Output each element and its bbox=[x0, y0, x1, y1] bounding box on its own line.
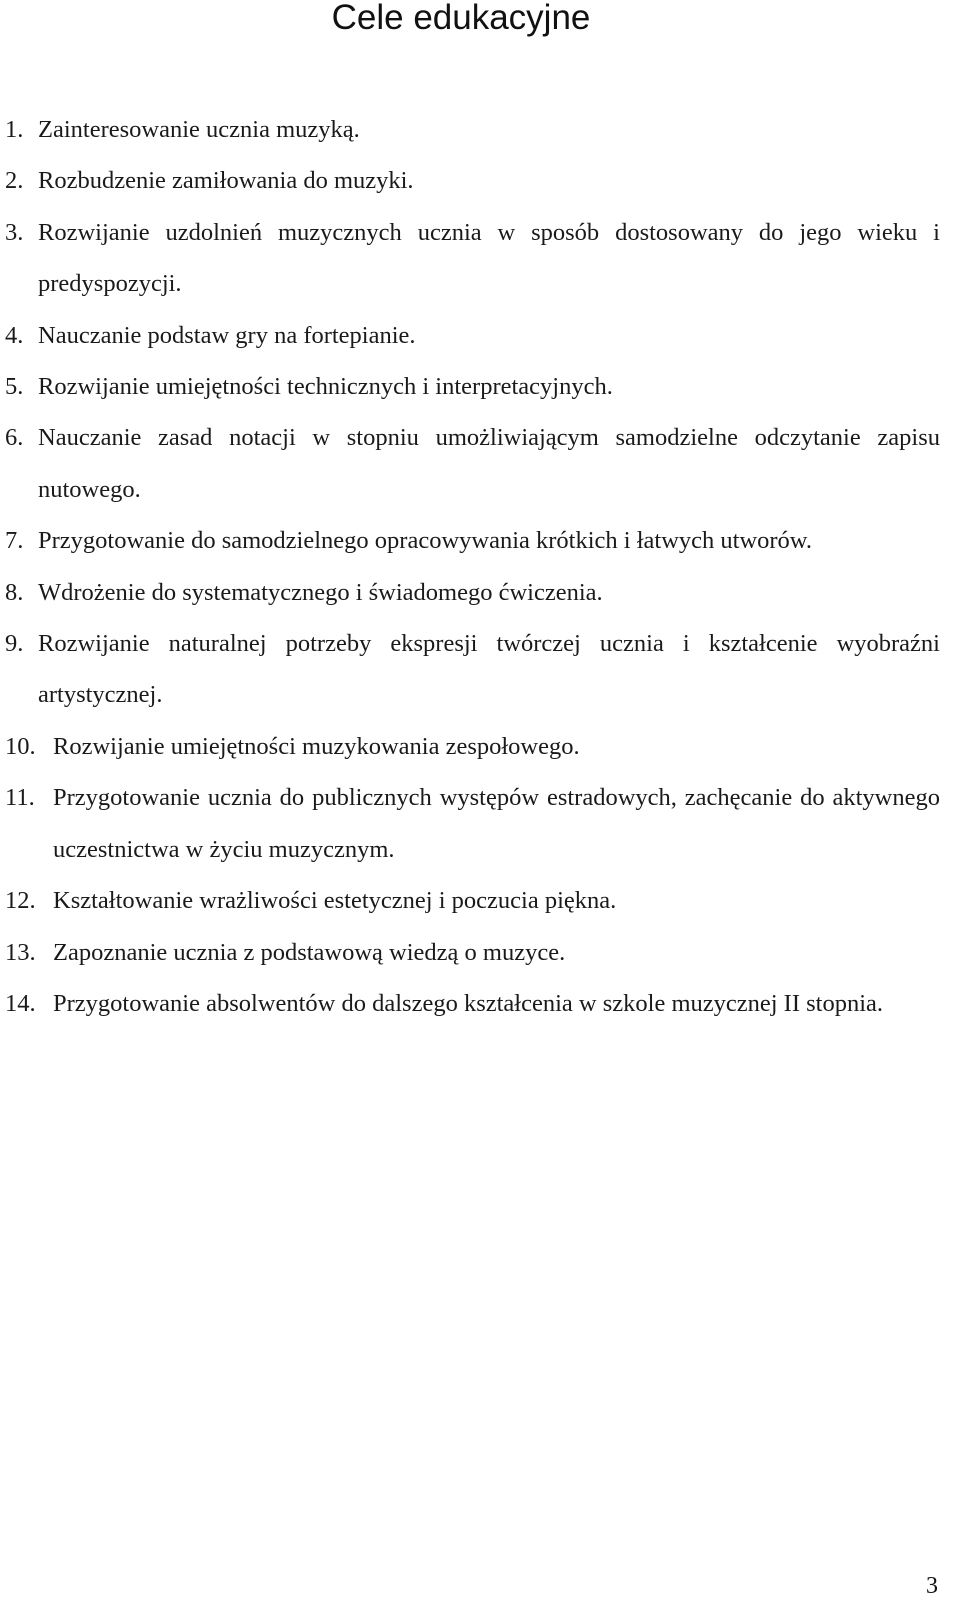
goal-item bbox=[0, 361, 940, 412]
goal-number: 13. bbox=[5, 938, 36, 966]
goal-text: Zainteresowanie ucznia muzyką. bbox=[38, 116, 360, 143]
goals-list bbox=[0, 104, 940, 1029]
goal-item bbox=[0, 155, 940, 206]
goal-text: Rozwijanie naturalnej potrzeby ekspresji twórczej ucznia i kształcenie wyobraźni artystycznej. bbox=[38, 630, 940, 709]
goal-text: Rozwijanie umiejętności technicznych i interpretacyjnych. bbox=[38, 373, 613, 401]
page-number: 3 bbox=[926, 1573, 938, 1599]
goal-text: Przygotowanie do samodzielnego opracowywania krótkich i łatwych utworów. bbox=[38, 527, 813, 555]
goal-item bbox=[0, 927, 940, 978]
goal-text: Zapoznanie ucznia z podstawową wiedzą o muzyce. bbox=[53, 938, 566, 966]
goal-number: 1. bbox=[5, 116, 24, 143]
goal-item bbox=[0, 207, 940, 310]
goal-text: Przygotowanie absolwentów do dalszego kształcenia w szkole muzycznej II stopnia. bbox=[53, 989, 884, 1017]
goal-text: Przygotowanie ucznia do publicznych występów estradowych, zachęcanie do aktywnego uczestnictwa w życiu muzycznym. bbox=[53, 784, 940, 863]
goal-number: 8. bbox=[5, 578, 24, 606]
goal-number: 3. bbox=[5, 218, 24, 246]
goal-number: 9. bbox=[5, 630, 24, 658]
goal-item bbox=[0, 772, 940, 875]
goal-number: 5. bbox=[5, 373, 24, 401]
goal-text: Kształtowanie wrażliwości estetycznej i poczucia piękna. bbox=[53, 887, 617, 915]
goal-number: 7. bbox=[5, 527, 24, 555]
goal-text: Wdrożenie do systematycznego i świadomego ćwiczenia. bbox=[38, 578, 603, 606]
goal-text: Rozwijanie uzdolnień muzycznych ucznia w sposób dostosowany do jego wieku i predyspozycji. bbox=[38, 218, 940, 298]
goal-item bbox=[0, 515, 940, 566]
goal-text: Rozbudzenie zamiłowania do muzyki. bbox=[38, 167, 414, 195]
goal-text: Rozwijanie umiejętności muzykowania zespołowego. bbox=[53, 732, 580, 760]
goal-item bbox=[0, 567, 940, 618]
goal-number: 11. bbox=[5, 784, 35, 812]
goal-item bbox=[0, 875, 940, 926]
goal-number: 6. bbox=[5, 424, 24, 452]
goal-number: 10. bbox=[5, 732, 36, 760]
goal-number: 12. bbox=[5, 887, 36, 915]
goal-item bbox=[0, 412, 940, 515]
goal-item bbox=[0, 978, 940, 1029]
goal-item bbox=[0, 104, 940, 155]
goal-number: 14. bbox=[5, 989, 36, 1017]
goal-text: Nauczanie podstaw gry na fortepianie. bbox=[38, 321, 416, 349]
goal-number: 2. bbox=[5, 167, 24, 195]
goal-item bbox=[0, 618, 940, 721]
page-title: Cele edukacyjne bbox=[331, 0, 591, 37]
goal-item bbox=[0, 721, 940, 772]
goal-text: Nauczanie zasad notacji w stopniu umożliwiającym samodzielne odczytanie zapisu nutowego. bbox=[38, 424, 940, 503]
goal-item bbox=[0, 310, 940, 361]
goal-number: 4. bbox=[5, 321, 24, 349]
